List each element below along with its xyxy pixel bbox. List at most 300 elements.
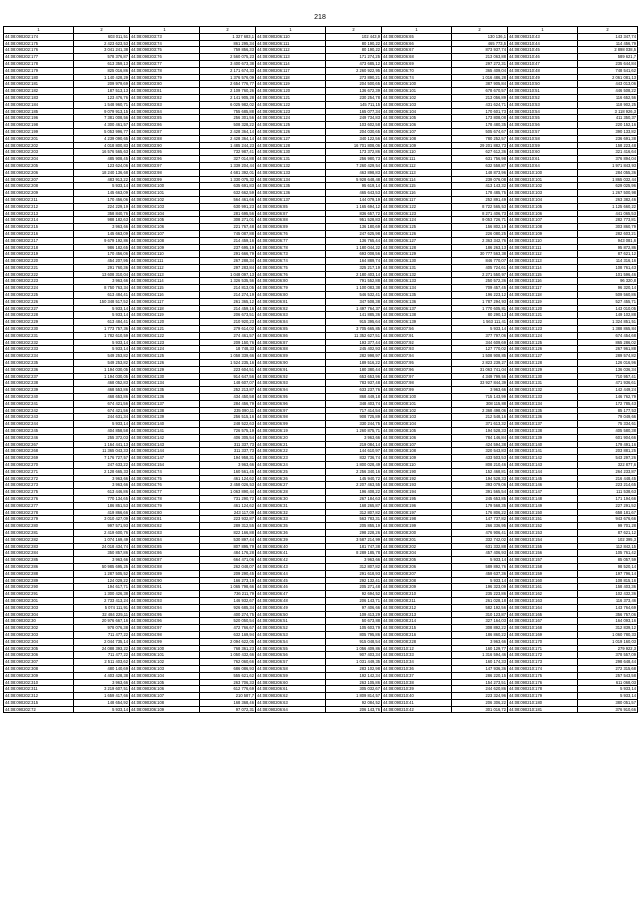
- cadastral-value-cell: 272 315,68: [578, 665, 638, 672]
- cadastral-number-cell: 44:08:090206:87: [256, 210, 326, 217]
- cadastral-number-cell: 44:08:090206:63: [256, 699, 326, 706]
- cadastral-number-cell: 44:08:090202:178: [4, 60, 74, 67]
- cadastral-number-cell: 44:08:090210:160: [508, 577, 578, 584]
- cadastral-number-cell: 44:08:090206:114: [256, 60, 326, 67]
- cadastral-number-cell: 44:08:090202:271: [4, 468, 74, 475]
- cadastral-value-cell: 629 025,96: [578, 183, 638, 190]
- cadastral-number-cell: 44:08:090206:74: [256, 258, 326, 265]
- cadastral-value-cell: 2 428 364,14: [200, 128, 256, 135]
- cadastral-number-cell: 44:08:090202:291: [4, 591, 74, 598]
- cadastral-number-cell: 44:08:090204:124: [130, 346, 200, 353]
- cadastral-number-cell: 44:08:090210:50: [508, 81, 578, 88]
- cadastral-number-cell: 44:08:090206:124: [256, 115, 326, 122]
- cadastral-value-cell: 808 210,46: [452, 462, 508, 469]
- cadastral-value-cell: 312 807,82: [326, 563, 382, 570]
- cadastral-number-cell: 44:08:090206:111: [382, 156, 452, 163]
- cadastral-value-cell: 2 271 550,97: [452, 271, 508, 278]
- cadastral-number-cell: 44:08:090202:243: [4, 414, 74, 421]
- cadastral-number-cell: 44:08:090206:105: [130, 679, 200, 686]
- cadastral-number-cell: 44:08:090210:150: [508, 509, 578, 516]
- cadastral-number-cell: 44:08:090206:136: [256, 190, 326, 197]
- table-row: [4, 441, 638, 448]
- cadastral-number-cell: 44:08:090203:78: [130, 67, 200, 74]
- cadastral-number-cell: 44:08:090210:126: [508, 346, 578, 353]
- cadastral-number-cell: 44:08:090206:109: [130, 706, 200, 713]
- cadastral-number-cell: 44:08:090203:77: [130, 60, 200, 67]
- cadastral-number-cell: 44:08:090206:75: [256, 264, 326, 271]
- cadastral-value-cell: 2 061 081,13: [578, 74, 638, 81]
- cadastral-value-cell: 146 932,67: [200, 597, 256, 604]
- cadastral-value-cell: 674 421,56: [74, 407, 130, 414]
- cadastral-number-cell: 44:08:090206:133: [256, 169, 326, 176]
- cadastral-value-cell: 186 851,53: [74, 502, 130, 509]
- cadastral-number-cell: 44:08:090206:111: [256, 40, 326, 47]
- table-row: [4, 203, 638, 210]
- table-row: [4, 570, 638, 577]
- table-row: [4, 183, 638, 190]
- cadastral-value-cell: 391 565,54: [452, 489, 508, 496]
- cadastral-number-cell: 44:08:090207:56: [382, 326, 452, 333]
- table-row: [4, 604, 638, 611]
- cadastral-value-cell: 256 301,56: [200, 115, 256, 122]
- cadastral-value-cell: 8 722 565,53: [452, 203, 508, 210]
- cadastral-value-cell: 99 701,28: [578, 523, 638, 530]
- cadastral-value-cell: 5 933,14: [578, 686, 638, 693]
- cadastral-value-cell: 321 416,64: [578, 149, 638, 156]
- table-row: [4, 196, 638, 203]
- cadastral-number-cell: 44:08:090202:281: [4, 529, 74, 536]
- cadastral-value-cell: 476 906,41: [452, 529, 508, 536]
- cadastral-number-cell: 44:08:090210:170: [508, 638, 578, 645]
- cadastral-value-cell: 79 049,66: [578, 414, 638, 421]
- cadastral-value-cell: 95 619,14: [326, 183, 382, 190]
- cadastral-value-cell: 312 807,82: [326, 509, 382, 516]
- table-row: [4, 387, 638, 394]
- cadastral-value-cell: 311 337,73: [200, 448, 256, 455]
- table-row: [4, 101, 638, 108]
- cadastral-value-cell: 143 347,74: [578, 33, 638, 40]
- cadastral-number-cell: 44:08:090206:20: [256, 434, 326, 441]
- table-row: [4, 400, 638, 407]
- cadastral-value-cell: 160 561,45: [200, 468, 256, 475]
- cadastral-value-cell: 693 008,56: [326, 251, 382, 258]
- cadastral-number-cell: 44:08:090210:58: [508, 135, 578, 142]
- cadastral-value-cell: 204 030,65: [326, 128, 382, 135]
- cadastral-value-cell: 209 979,69: [74, 81, 130, 88]
- cadastral-value-cell: 1 659 417,66: [74, 693, 130, 700]
- cadastral-number-cell: 44:08:090210:123: [508, 326, 578, 333]
- cadastral-value-cell: 424 594,38: [452, 441, 508, 448]
- cadastral-value-cell: 8 750 763,34: [74, 285, 130, 292]
- cadastral-number-cell: 44:08:090202:198: [4, 122, 74, 129]
- cadastral-value-cell: 2 368 498,06: [452, 407, 508, 414]
- cadastral-number-cell: 44:08:090208:204: [382, 550, 452, 557]
- cadastral-value-cell: 543 297,26: [578, 455, 638, 462]
- cadastral-number-cell: 44:08:090203:73: [130, 33, 200, 40]
- cadastral-value-cell: 219 084,14: [326, 441, 382, 448]
- table-row: [4, 81, 638, 88]
- cadastral-value-cell: 1 524 235,16: [200, 360, 256, 367]
- cadastral-value-cell: 282 603,21: [578, 230, 638, 237]
- cadastral-value-cell: 5 928 648,48: [326, 176, 382, 183]
- cadastral-number-cell: 44:08:090202:184: [4, 101, 74, 108]
- table-row: [4, 611, 638, 618]
- cadastral-number-cell: 44:08:090204:154: [130, 462, 200, 469]
- cadastral-value-cell: 145 663,09: [74, 230, 130, 237]
- cadastral-value-cell: 160 174,33: [452, 659, 508, 666]
- cadastral-value-cell: 371 613,32: [452, 421, 508, 428]
- cadastral-value-cell: 130 136,1: [452, 33, 508, 40]
- table-row: [4, 543, 638, 550]
- cadastral-number-cell: 44:08:090210:133: [508, 394, 578, 401]
- cadastral-number-cell: 44:08:090203:96: [130, 156, 200, 163]
- cadastral-number-cell: 44:08:090204:86: [130, 550, 200, 557]
- cadastral-value-cell: 214 813,05: [200, 285, 256, 292]
- cadastral-value-cell: 20 976 667,16: [74, 618, 130, 625]
- table-row: [4, 326, 638, 333]
- cadastral-number-cell: 44:08:090210:115: [508, 271, 578, 278]
- cadastral-number-cell: 44:08:090210:118: [508, 292, 578, 299]
- cadastral-value-cell: 136 765,44: [326, 237, 382, 244]
- cadastral-value-cell: 459 637,36: [452, 570, 508, 577]
- cadastral-value-cell: 468 553,86: [74, 387, 130, 394]
- cadastral-number-cell: 44:08:090206:134: [382, 285, 452, 292]
- cadastral-number-cell: 44:08:090210:128: [508, 360, 578, 367]
- cadastral-value-cell: 327 014,88: [200, 156, 256, 163]
- cadastral-number-cell: 44:08:090210:37: [382, 672, 452, 679]
- cadastral-number-cell: 44:08:090210:120: [508, 305, 578, 312]
- cadastral-number-cell: 44:08:090206:85: [256, 203, 326, 210]
- cadastral-number-cell: 44:08:090204:143: [130, 441, 200, 448]
- cadastral-number-cell: 44:08:090204:144: [130, 448, 200, 455]
- cadastral-value-cell: 282 773,81: [578, 217, 638, 224]
- table-row: [4, 659, 638, 666]
- cadastral-number-cell: 44:08:090203:81: [130, 88, 200, 95]
- cadastral-value-cell: 549 253,82: [74, 360, 130, 367]
- cadastral-value-cell: 709 457,45: [452, 285, 508, 292]
- cadastral-value-cell: 465 773,5: [452, 40, 508, 47]
- cadastral-value-cell: 358 840,76: [74, 210, 130, 217]
- cadastral-number-cell: 44:08:090208:216: [382, 631, 452, 638]
- cadastral-number-cell: 44:08:090210:144: [508, 468, 578, 475]
- table-row: [4, 550, 638, 557]
- cadastral-number-cell: 44:08:090206:127: [256, 135, 326, 142]
- cadastral-value-cell: 102 443,9: [326, 33, 382, 40]
- cadastral-number-cell: 44:08:090208:106: [382, 434, 452, 441]
- cadastral-value-cell: 1 260 875,71: [326, 428, 382, 435]
- cadastral-value-cell: 261 365,12: [200, 298, 256, 305]
- cadastral-value-cell: 204 500,65: [326, 81, 382, 88]
- cadastral-value-cell: 263 706,33: [200, 679, 256, 686]
- cadastral-value-cell: 170 601,73: [452, 108, 508, 115]
- cadastral-value-cell: 3 010 427,09: [74, 516, 130, 523]
- cadastral-number-cell: 44:08:090206:59: [256, 672, 326, 679]
- cadastral-value-cell: 405 580,38: [578, 428, 638, 435]
- cadastral-number-cell: 44:08:090202:301: [4, 597, 74, 604]
- cadastral-number-cell: 44:08:090202:218: [4, 244, 74, 251]
- cadastral-value-cell: 310 123,87: [452, 611, 508, 618]
- cadastral-value-cell: 16 576 565,63: [74, 149, 130, 156]
- cadastral-number-cell: 44:08:090206:83: [256, 312, 326, 319]
- cadastral-number-cell: 44:08:090206:118: [256, 74, 326, 81]
- column-header: 1: [382, 27, 452, 34]
- cadastral-number-cell: 44:08:090210:122: [508, 319, 578, 326]
- cadastral-value-cell: 24 088 393,22: [74, 645, 130, 652]
- cadastral-number-cell: 44:08:090206:128: [256, 142, 326, 149]
- cadastral-number-cell: 44:08:090206:86: [256, 332, 326, 339]
- cadastral-number-cell: 44:08:090202:225: [4, 292, 74, 299]
- cadastral-value-cell: 664 471,06: [200, 557, 256, 564]
- cadastral-number-cell: 44:08:090206:46: [256, 584, 326, 591]
- cadastral-number-cell: 44:08:090208:211: [382, 597, 452, 604]
- cadastral-number-cell: 44:08:090206:25: [256, 468, 326, 475]
- page-number: 218: [314, 14, 326, 21]
- cadastral-number-cell: 44:08:090210:36: [382, 665, 452, 672]
- cadastral-value-cell: 291 666,79: [200, 251, 256, 258]
- cadastral-number-cell: 44:08:090210:46: [508, 54, 578, 61]
- cadastral-value-cell: 197 796,14: [578, 570, 638, 577]
- cadastral-value-cell: 413 143,32: [452, 183, 508, 190]
- cadastral-value-cell: 267 961,88: [578, 346, 638, 353]
- table-row: [4, 292, 638, 299]
- cadastral-number-cell: 44:08:090204:107: [130, 230, 200, 237]
- cadastral-number-cell: 44:08:090210:167: [508, 618, 578, 625]
- cadastral-value-cell: 3 118 926,3: [578, 108, 638, 115]
- cadastral-value-cell: 8 289 185,78: [326, 550, 382, 557]
- cadastral-number-cell: 44:08:090202:280: [4, 523, 74, 530]
- cadastral-number-cell: 44:08:090210:159: [508, 570, 578, 577]
- cadastral-value-cell: 263 382,46: [578, 196, 638, 203]
- cadastral-number-cell: 44:08:090206:109: [382, 142, 452, 149]
- table-row: [4, 686, 638, 693]
- cadastral-number-cell: 44:08:090210:51: [508, 88, 578, 95]
- cadastral-number-cell: 44:08:090204:108: [130, 237, 200, 244]
- cadastral-number-cell: 44:08:090202:72: [4, 706, 74, 713]
- cadastral-value-cell: 441 065,53: [578, 210, 638, 217]
- table-row: [4, 421, 638, 428]
- cadastral-value-cell: 611 068,03: [578, 679, 638, 686]
- cadastral-number-cell: 44:08:090202:202: [4, 142, 74, 149]
- cadastral-value-cell: 148 654,92: [74, 699, 130, 706]
- table-row: [4, 699, 638, 706]
- cadastral-number-cell: 44:08:090208:210: [382, 591, 452, 598]
- cadastral-number-cell: 44:08:090206:100: [382, 81, 452, 88]
- cadastral-number-cell: 44:08:090206:79: [256, 285, 326, 292]
- cadastral-value-cell: 1 125 660,22: [578, 203, 638, 210]
- cadastral-number-cell: 44:08:090203:76: [130, 54, 200, 61]
- cadastral-value-cell: 126 016,96: [578, 360, 638, 367]
- cadastral-number-cell: 44:08:090202:290: [4, 584, 74, 591]
- cadastral-value-cell: 2 180 403,14: [326, 271, 382, 278]
- cadastral-value-cell: 387 905,84: [452, 81, 508, 88]
- cadastral-value-cell: 50 985 695,25: [74, 563, 130, 570]
- table-row: [4, 156, 638, 163]
- cadastral-value-cell: 473 685,12: [326, 60, 382, 67]
- cadastral-number-cell: 44:08:090204:137: [130, 400, 200, 407]
- cadastral-number-cell: 44:08:090202:244: [4, 421, 74, 428]
- cadastral-value-cell: 627 612,36: [452, 149, 508, 156]
- cadastral-value-cell: 380 051,57: [578, 699, 638, 706]
- cadastral-value-cell: 291 760,36: [74, 264, 130, 271]
- table-row: [4, 162, 638, 169]
- cadastral-number-cell: 44:08:090202:246: [4, 434, 74, 441]
- cadastral-number-cell: 44:08:090203:86: [130, 122, 200, 129]
- cadastral-value-cell: 377 797,06: [452, 332, 508, 339]
- cadastral-number-cell: 44:08:090206:122: [382, 203, 452, 210]
- cadastral-number-cell: 44:08:090202:212: [4, 203, 74, 210]
- cadastral-number-cell: 44:08:090207:98: [382, 380, 452, 387]
- cadastral-number-cell: 44:08:090206:108: [130, 699, 200, 706]
- cadastral-value-cell: 156 802,19: [452, 224, 508, 231]
- cadastral-number-cell: 44:08:090210:12: [382, 645, 452, 652]
- cadastral-value-cell: 168 368,46: [200, 699, 256, 706]
- cadastral-number-cell: 44:08:090206:102: [130, 659, 200, 666]
- cadastral-value-cell: 171 194,66: [578, 495, 638, 502]
- cadastral-number-cell: 44:08:090206:65: [382, 33, 452, 40]
- cadastral-value-cell: 1 019 160,03: [578, 638, 638, 645]
- cadastral-number-cell: 44:08:090204:135: [130, 387, 200, 394]
- cadastral-value-cell: 308 892,22: [452, 625, 508, 632]
- cadastral-value-cell: 546 532,41: [326, 292, 382, 299]
- cadastral-value-cell: 192 142,34: [326, 672, 382, 679]
- table-row: [4, 169, 638, 176]
- cadastral-number-cell: 44:08:090210:125: [508, 339, 578, 346]
- cadastral-value-cell: 80 290,13: [452, 312, 508, 319]
- cadastral-number-cell: 44:08:090210:124: [508, 332, 578, 339]
- cadastral-number-cell: 44:08:090206:99: [256, 421, 326, 428]
- cadastral-number-cell: 44:08:090206:137: [382, 305, 452, 312]
- cadastral-number-cell: 44:08:090202:179: [4, 67, 74, 74]
- cadastral-value-cell: 196 223,12: [452, 292, 508, 299]
- cadastral-number-cell: 44:08:090207:93: [382, 346, 452, 353]
- cadastral-number-cell: 44:08:090202:182: [4, 88, 74, 95]
- cadastral-value-cell: 873 937,74: [452, 47, 508, 54]
- cadastral-number-cell: 44:08:090210:136: [508, 414, 578, 421]
- cadastral-value-cell: 165 077,34: [326, 108, 382, 115]
- table-row: [4, 278, 638, 285]
- cadastral-number-cell: 44:08:090210:45: [508, 47, 578, 54]
- cadastral-value-cell: 203 881,25: [578, 448, 638, 455]
- cadastral-number-cell: 44:08:090208:200: [382, 529, 452, 536]
- table-row: [4, 176, 638, 183]
- cadastral-number-cell: 44:08:090204:85: [130, 543, 200, 550]
- cadastral-value-cell: 2 898 038,5: [578, 47, 638, 54]
- cadastral-number-cell: 44:08:090204:139: [130, 414, 200, 421]
- cadastral-number-cell: 44:08:090207:92: [382, 339, 452, 346]
- cadastral-number-cell: 44:08:090210:60: [508, 149, 578, 156]
- cadastral-number-cell: 44:08:090206:98: [256, 414, 326, 421]
- cadastral-value-cell: 1 327 683,1: [200, 33, 256, 40]
- cadastral-value-cell: 631 756,98: [452, 156, 508, 163]
- cadastral-value-cell: 244 620,86: [452, 686, 508, 693]
- cadastral-number-cell: 44:08:090202:204: [4, 156, 74, 163]
- cadastral-number-cell: 44:08:090202:285: [4, 557, 74, 564]
- table-row: [4, 217, 638, 224]
- cadastral-number-cell: 44:08:090210:105: [508, 203, 578, 210]
- cadastral-number-cell: 44:08:090204:121: [130, 326, 200, 333]
- cadastral-number-cell: 44:08:090206:138: [382, 312, 452, 319]
- cadastral-number-cell: 44:08:090206:41: [256, 550, 326, 557]
- cadastral-number-cell: 44:08:090202:227: [4, 305, 74, 312]
- cadastral-number-cell: 44:08:090206:43: [256, 563, 326, 570]
- cadastral-number-cell: 44:08:090210:33: [382, 652, 452, 659]
- cadastral-number-cell: 44:08:090204:114: [130, 278, 200, 285]
- cadastral-value-cell: 2 458 026,53: [200, 482, 256, 489]
- cadastral-number-cell: 44:08:090206:97: [256, 407, 326, 414]
- cadastral-value-cell: 1 548 960,71: [74, 101, 130, 108]
- cadastral-value-cell: 105 761,42: [578, 550, 638, 557]
- cadastral-value-cell: 18 240 136,68: [74, 169, 130, 176]
- cadastral-value-cell: 223 324,96: [452, 693, 508, 700]
- cadastral-value-cell: 601 904,66: [578, 434, 638, 441]
- cadastral-value-cell: 148 873,96: [452, 169, 508, 176]
- cadastral-number-cell: 44:08:090202:273: [4, 482, 74, 489]
- cadastral-number-cell: 44:08:090206:132: [256, 162, 326, 169]
- cadastral-value-cell: 221 767,48: [200, 224, 256, 231]
- cadastral-number-cell: 44:08:090204:129: [130, 366, 200, 373]
- cadastral-number-cell: 44:08:090204:76: [130, 482, 200, 489]
- cadastral-value-cell: 340 122,56: [326, 135, 382, 142]
- cadastral-number-cell: 44:08:090210:171: [508, 645, 578, 652]
- cadastral-number-cell: 44:08:090210:59: [508, 142, 578, 149]
- cadastral-value-cell: 406 305,54: [200, 434, 256, 441]
- cadastral-value-cell: 400 274,75: [200, 611, 256, 618]
- cadastral-number-cell: 44:08:090206:56: [256, 652, 326, 659]
- cadastral-number-cell: 44:08:090206:101: [130, 652, 200, 659]
- table-row: [4, 353, 638, 360]
- cadastral-value-cell: 267 184,63: [326, 495, 382, 502]
- cadastral-number-cell: 44:08:090204:110: [130, 251, 200, 258]
- cadastral-value-cell: 223 604,51: [200, 366, 256, 373]
- cadastral-value-cell: 143 764,69: [578, 604, 638, 611]
- cadastral-value-cell: 3 963,66: [74, 278, 130, 285]
- table-row: [4, 618, 638, 625]
- cadastral-number-cell: 44:08:090203:90: [130, 142, 200, 149]
- cadastral-number-cell: 44:08:090206:67: [382, 47, 452, 54]
- cadastral-value-cell: 214 459,16: [200, 305, 256, 312]
- cadastral-number-cell: 44:08:090202:279: [4, 516, 74, 523]
- cadastral-number-cell: 44:08:090206:130: [256, 149, 326, 156]
- cadastral-value-cell: 111 538,63: [578, 489, 638, 496]
- cadastral-number-cell: 44:08:090210:168: [508, 625, 578, 632]
- cadastral-value-cell: 1 316 594,46: [452, 652, 508, 659]
- cadastral-number-cell: 44:08:090210:180: [508, 699, 578, 706]
- cadastral-value-cell: 226 080,25: [452, 230, 508, 237]
- cadastral-value-cell: 298 228,26: [326, 529, 382, 536]
- cadastral-number-cell: 44:08:090206:87: [256, 339, 326, 346]
- cadastral-number-cell: 44:08:090206:121: [256, 94, 326, 101]
- cadastral-value-cell: 1 050 432,66: [200, 652, 256, 659]
- table-row: [4, 230, 638, 237]
- cadastral-value-cell: 755 685,88: [200, 108, 256, 115]
- cadastral-number-cell: 44:08:090204:94: [130, 604, 200, 611]
- cadastral-value-cell: 861 295,34: [200, 40, 256, 47]
- cadastral-value-cell: 274 461,57: [200, 332, 256, 339]
- cadastral-number-cell: 44:08:090204:111: [130, 258, 200, 265]
- cadastral-value-cell: 223 932,87: [200, 516, 256, 523]
- cadastral-value-cell: 164 889,74: [326, 258, 382, 265]
- cadastral-number-cell: 44:08:090206:60: [256, 679, 326, 686]
- cadastral-number-cell: 44:08:090206:117: [382, 196, 452, 203]
- cadastral-number-cell: 44:08:090206:44: [256, 570, 326, 577]
- cadastral-value-cell: 732 987,41: [200, 149, 256, 156]
- cadastral-number-cell: 44:08:090208:202: [382, 543, 452, 550]
- cadastral-value-cell: 2 044 735,14: [74, 638, 130, 645]
- cadastral-value-cell: 710 957,41: [578, 373, 638, 380]
- cadastral-value-cell: 468 653,86: [74, 394, 130, 401]
- cadastral-number-cell: 44:08:090210:129: [508, 366, 578, 373]
- cadastral-number-cell: 44:08:090204:75: [130, 475, 200, 482]
